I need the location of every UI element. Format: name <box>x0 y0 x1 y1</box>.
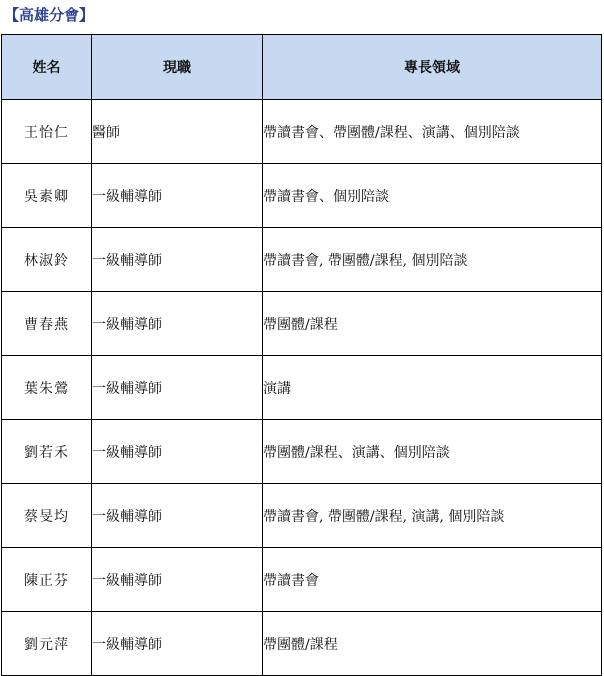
member-expertise: 帶讀書會 <box>263 548 602 612</box>
member-name: 劉元萍 <box>2 612 92 676</box>
table-row <box>2 292 602 356</box>
member-expertise: 帶團體/課程 <box>263 612 602 676</box>
member-expertise: 帶讀書會, 帶團體/課程, 演講, 個別陪談 <box>263 484 602 548</box>
member-position: 一級輔導師 <box>92 420 263 484</box>
table-body <box>2 100 602 676</box>
member-expertise: 帶團體/課程、演講、個別陪談 <box>263 420 602 484</box>
member-name: 蔡旻均 <box>2 484 92 548</box>
member-position: 一級輔導師 <box>92 484 263 548</box>
member-name: 陳正芬 <box>2 548 92 612</box>
header-name: 姓名 <box>2 35 92 100</box>
table-row <box>2 164 602 228</box>
member-position: 一級輔導師 <box>92 612 263 676</box>
member-position: 一級輔導師 <box>92 292 263 356</box>
member-name: 林淑鈴 <box>2 228 92 292</box>
member-table <box>1 34 602 676</box>
member-position: 醫師 <box>92 100 263 164</box>
table-row <box>2 484 602 548</box>
member-expertise: 帶讀書會、帶團體/課程、演講、個別陪談 <box>263 100 602 164</box>
table-row <box>2 100 602 164</box>
member-position: 一級輔導師 <box>92 228 263 292</box>
header-row <box>2 35 602 100</box>
table-row <box>2 356 602 420</box>
table-header <box>2 35 602 100</box>
member-expertise: 帶團體/課程 <box>263 292 602 356</box>
member-position: 一級輔導師 <box>92 548 263 612</box>
table-row <box>2 420 602 484</box>
member-name: 王怡仁 <box>2 100 92 164</box>
table-row <box>2 612 602 676</box>
member-expertise: 帶讀書會、個別陪談 <box>263 164 602 228</box>
member-position: 一級輔導師 <box>92 356 263 420</box>
member-position: 一級輔導師 <box>92 164 263 228</box>
member-name: 曹春燕 <box>2 292 92 356</box>
member-expertise: 演講 <box>263 356 602 420</box>
header-expertise: 專長領域 <box>263 35 602 100</box>
member-name: 吳素卿 <box>2 164 92 228</box>
member-name: 劉若禾 <box>2 420 92 484</box>
member-name: 葉朱鶯 <box>2 356 92 420</box>
member-expertise: 帶讀書會, 帶團體/課程, 個別陪談 <box>263 228 602 292</box>
section-title: 【高雄分會】 <box>4 6 95 24</box>
table-row <box>2 548 602 612</box>
table-row <box>2 228 602 292</box>
header-position: 現職 <box>92 35 263 100</box>
